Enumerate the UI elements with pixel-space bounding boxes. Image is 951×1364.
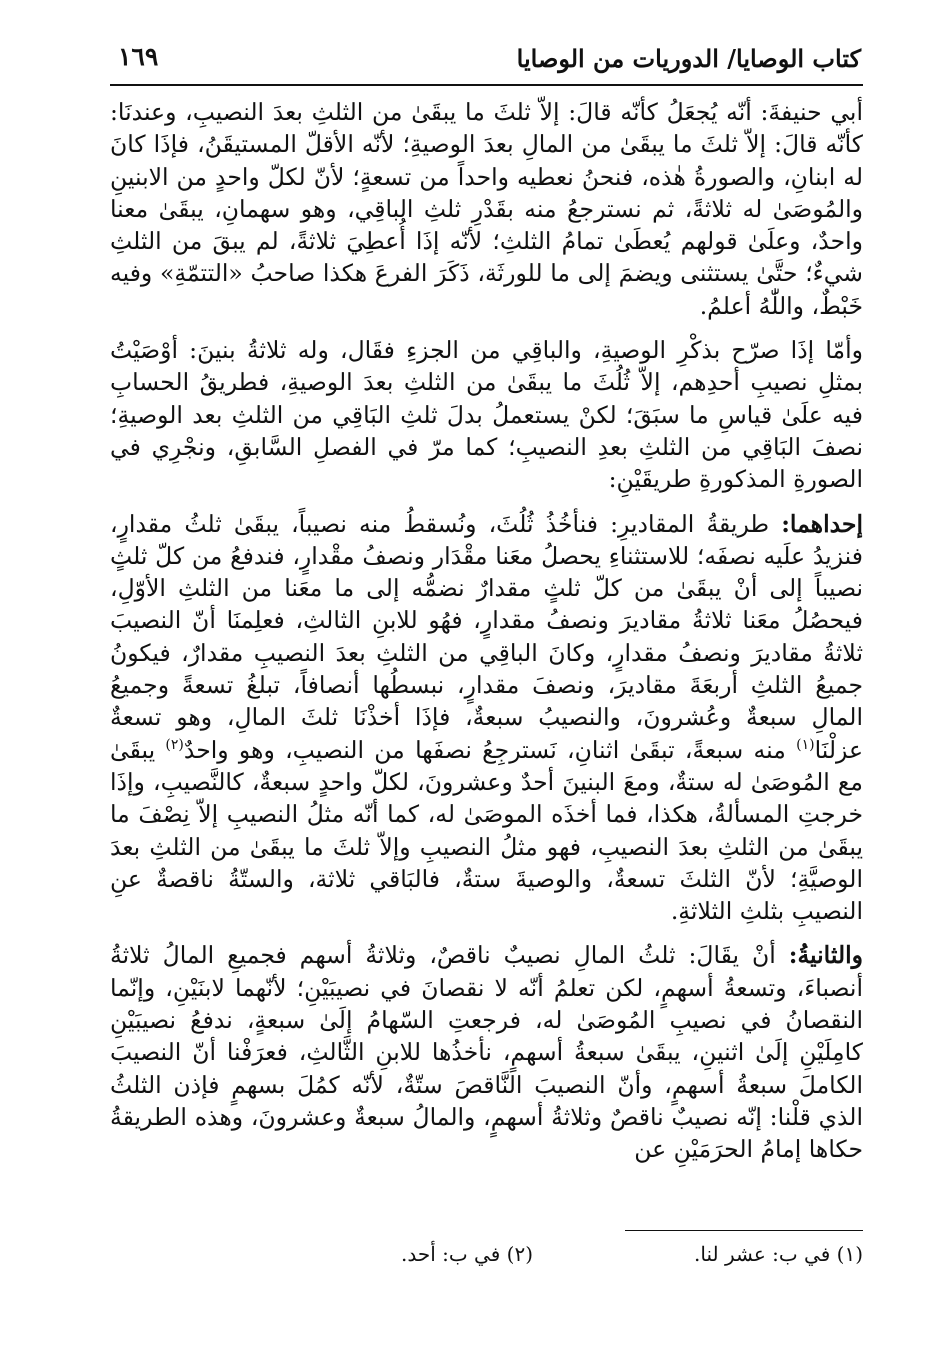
page-number: ١٦٩ bbox=[118, 42, 159, 71]
footnote-marker-2[interactable]: (٢) bbox=[165, 736, 184, 753]
footnote-rule bbox=[625, 1230, 863, 1231]
footnote-number: (١) bbox=[836, 1242, 863, 1266]
paragraph-4 bbox=[110, 939, 863, 1165]
footnote-2 bbox=[401, 1242, 533, 1266]
paragraph-3 bbox=[110, 508, 863, 928]
paragraph-text: أنْ يقَالَ: ثلثُ المالِ نصيبٌ ناقصٌ، وثلاثةُ أسهم فجميعِ المالُ ثلاثةُ أنصباءَ، وتسعةُ أسهمٍ، لكن تعلمُ أنّه لا نقصانَ في نصيبَيْنِ؛ لأنّهما لابنَيْنِ، وإنّما النقصانُ في نصيبِ المُوصَىٰ له، فرجعتِ السّهامُ إلَىٰ سبعةٍ، ندفعُ نصيبَيْنِ كامِلَيْنِ إلَىٰ اثنينِ، يبقَىٰ سبعةُ أسهمٍ، نأخذُها للابنِ الثَّالثِ، فعرَفْنا أنّ النصيبَ الكاملَ سبعةُ أسهمٍ، وأنّ النصيبَ النَّاقصَ ستّةٌ، لأنّه كمُلَ بسهمٍ فإذن الثلثُ الذي قلْنا: إنّه نصيبٌ ناقصٌ وثلاثةُ أسهمٍ، والمالُ سبعةٌ وعشرونَ، وهذه الطريقةُ حكاها إمامُ الحرَمَيْنِ عن bbox=[110, 941, 863, 1164]
footnotes bbox=[110, 1242, 863, 1278]
footnote-number: (٢) bbox=[506, 1242, 533, 1266]
paragraph-text: وأمّا إذَا صرّح بذكْرِ الوصيةِ، والباقِي من الجزءِ فقَال، وله ثلاثةُ بنينَ: أوْصَيْتُ بمثلِ نصيبِ أحدِهم، إلاّ ثُلُثَ ما يبقَىٰ من الثلثِ بعدَ الوصيةِ، فطريقُ الحسابِ فيه علَىٰ قياسِ ما سبَقَ؛ لكنْ يستعملُ بدلَ ثلثِ البَاقِي من الثلثِ بعد الوصيةِ؛ نصفَ البَاقِي من الثلثِ بعدِ النصيبِ؛ كما مرّ في الفصلِ السَّابقِ، ونجْرِي في الصورةِ المذكورةِ طريقَيْنِ: bbox=[110, 336, 863, 494]
paragraph-lead: إحداهما: bbox=[781, 509, 863, 538]
paragraph-1 bbox=[110, 96, 863, 322]
paragraph-text: منه سبعةً، تبقَىٰ اثنانِ، نَسترجِعُ نصفَها من النصيبِ، وهو واحدٌ bbox=[183, 735, 786, 764]
footnote-1 bbox=[694, 1242, 863, 1266]
paragraph-2 bbox=[110, 334, 863, 495]
footnote-text: في ب: عشر لنا. bbox=[694, 1242, 831, 1266]
header-rule bbox=[110, 84, 863, 86]
paragraph-text: يبقَىٰ مع المُوصَىٰ له ستةٌ، ومعَ البنينَ أحدٌ وعشرونَ، لكلّ واحدٍ سبعةٌ، كالنَّصيبِ، وإذَا خرجتِ المسألةُ، هكذا، فما أخذَه الموصَىٰ له، كما أنّه مثلُ النصيبِ إلاّ نِصْفَ ما يبقَىٰ من الثلثِ بعدَ النصيبِ، فهو مثلُ النصيبِ وإلاّ ثلثَ ما يبقَىٰ من الثلثِ بعدَ الوصيَّةِ؛ لأنّ الثلثَ تسعةٌ، والوصيةَ ستةٌ، فالبَاقي ثلاثة، والستّةُ ناقصةٌ عنِ النصيبِ بثلثِ الثلاثةِ. bbox=[110, 735, 863, 926]
footnote-marker-1[interactable]: (١) bbox=[796, 736, 815, 753]
main-text bbox=[110, 96, 863, 1166]
paragraph-text: طريقةُ المقاديرِ: فنأخُذُ ثُلُثَ، ونُسقطُ منه نصيباً، يبقَىٰ ثلثُ مقدارٍ، فنزيدُ علَيه نصفَه؛ للاستثناءِ يحصلُ معَنا مقْدَار ونصفُ مقْدارٍ، فندفعُ من كلّ ثلثٍ نصيباً إلى أنْ يبقَىٰ من كلّ ثلثٍ مقدارٌ نضمُّه إلى ما معَنا من الثلثِ الأوّلِ، فيحصُلُ معَنا ثلاثةُ مقاديرَ ونصفُ مقدارٍ، فهُو للابنِ الثالثِ، فعلِمنَا أنّ النصيبَ ثلاثةُ مقاديرَ ونصفُ مقدارٍ، وكانَ الباقِي من الثلثِ بعدَ النصيبِ مقدارٌ، فيكونُ جميعُ الثلثِ أربعَةَ مقاديرَ، ونصفَ مقدارٍ، نبسطُها أنصافاً، تبلغُ تسعةً وجميعُ المالِ سبعةٌ وعُشرونَ، والنصيبُ سبعةٌ، فإذَا أخذْنَا ثلثَ المالِ، وهو تسعةٌ عزلْنَا bbox=[110, 509, 863, 764]
running-title: كتاب الوصايا/ الدوريات من الوصايا bbox=[516, 44, 861, 73]
paragraph-text: أبي حنيفةَ: أنّه يُجعَلُ كأنّه قالَ: إلاّ ثلثَ ما يبقَىٰ من الثلثِ بعدَ النصيبِ، وعندنَا: كأنّه قالَ: إلاّ ثلثَ ما يبقَىٰ من المالِ بعدَ الوصيةِ؛ لأنّه الأقلّ المستيقَنُ، فإذَا كانَ له ابنانِ، والصورةُ هٰذه، فنحنُ نعطيه واحداً من تسعةٍ؛ لأنّ لكلّ واحدٍ من الابنينِ والمُوصَىٰ له ثلاثةً، ثم نسترجعُ منه بقَدْرِ ثلثِ الباقِي، وهو سهمانِ، يبقَىٰ معنا واحدٌ، وعلَىٰ قولهم يُعطَىٰ تمامُ الثلثِ؛ لأنّه إذَا أُعطِيَ ثلاثةً، لم يبقَ من الثلثِ شيءٌ؛ حتَّىٰ يستثنى ويضمَ إلى ما للورثَة، ذَكَرَ الفرعَ هكذا صاحبُ «التتمّةِ» وفيه خَبْطٌ، واللّٰهُ أعلمُ. bbox=[110, 98, 863, 320]
paragraph-lead: والثانيةُ: bbox=[788, 941, 863, 970]
page-header bbox=[110, 38, 861, 80]
footnote-text: في ب: أحد. bbox=[400, 1242, 501, 1266]
